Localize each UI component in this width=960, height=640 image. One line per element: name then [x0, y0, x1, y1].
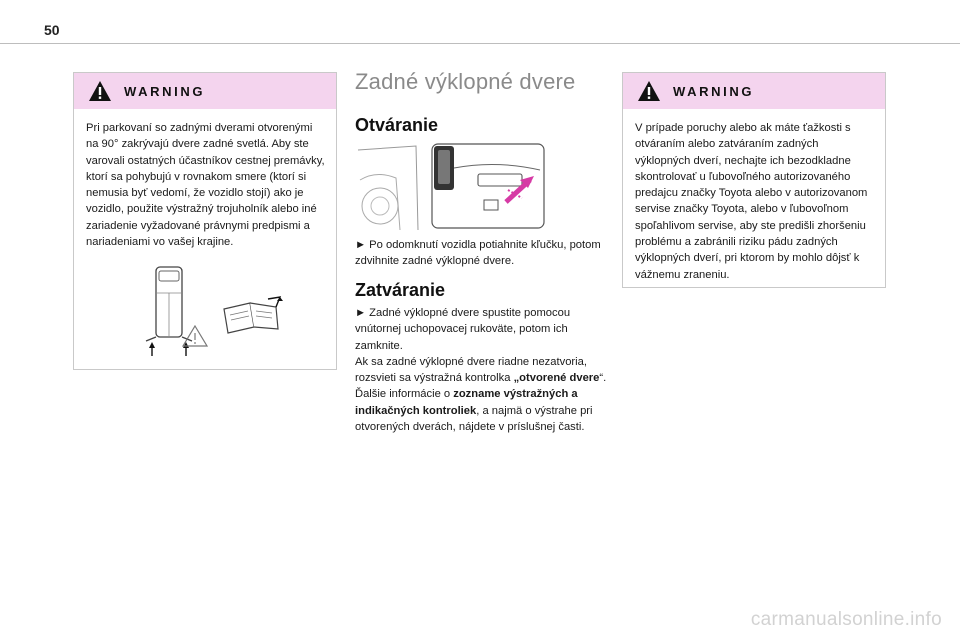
- closing-note-part-3: , a najmä o výstrahe pri otvorených dverách, nájdete v príslušnej časti.: [355, 404, 593, 434]
- right-warning-box: [622, 72, 886, 288]
- warning-lights-list-link: zozname výstražných a indikačných kontroliek: [355, 388, 578, 417]
- closing-note-part-1: Ak sa zadné výklopné dvere riadne nezatvoria, rozsvieti sa výstražná kontrolka: [355, 355, 587, 385]
- left-warning-box: [73, 72, 337, 370]
- right-warning-title: WARNING: [673, 83, 755, 99]
- warning-triangle-icon: [637, 80, 661, 102]
- warning-triangle-outline-icon: [182, 325, 208, 347]
- footer-watermark: carmanualsonline.info: [750, 609, 942, 630]
- manual-book-icon: [220, 295, 286, 335]
- opening-title: Otváranie: [355, 115, 439, 135]
- closing-step-text: ► Zadné výklopné dvere spustite pomocou vnútornej uchopovacej rukoväte, potom ich zamknite.: [355, 307, 571, 352]
- right-warning-header: [623, 73, 885, 109]
- right-warning-text: V prípade poruchy alebo ak máte ťažkosti s otváraním alebo zatváraním zadných výklopných dverí, nechajte ich bezodkladne skontrolovať u ľubovoľného autorizovaného predajcu značky Toyota alebo v autorizovanom servise značky Toyota, alebo v ľubovoľnom spoľahlivom servise, aby ste predišli zhoršeniu problému a zabránili riziku pádu zadných výklopných dverí, pri ktorom by mohlo dôjsť k vážnemu zraneniu.: [635, 122, 868, 281]
- warning-triangle-icon: [88, 80, 112, 102]
- header-divider: [0, 43, 960, 44]
- closing-text: [355, 305, 610, 435]
- open-door-light-term: „otvorené dvere: [513, 372, 600, 385]
- page-number: 50: [44, 22, 60, 38]
- rear-door-handle-illustration: [356, 140, 552, 232]
- closing-title: Zatváranie: [355, 280, 446, 300]
- left-warning-title: WARNING: [124, 83, 206, 99]
- opening-text: ► Po odomknutí vozidla potiahnite kľučku, potom zdvihnite zadné výklopné dvere.: [355, 239, 601, 268]
- left-warning-text: Pri parkovaní so zadnými dverami otvorenými na 90° zakrývajú dvere zadné svetlá. Aby ste varovali ostatných účastníkov cestnej premávky, ktorí sa pohybujú v rovnakom smere (ktorí si nemusia byť vedomí, že vozidlo stojí) ako je vozidlo, použite výstražný trojuholník alebo iné zariadenie vyžadované právnymi predpismi a nariadeniami vo vašej krajine.: [86, 122, 325, 249]
- left-warning-header: [74, 73, 336, 109]
- closing-note-part-2: “. Ďalšie informácie o: [355, 372, 607, 401]
- section-title: Zadné výklopné dvere: [355, 69, 576, 94]
- closing-note: [355, 354, 610, 435]
